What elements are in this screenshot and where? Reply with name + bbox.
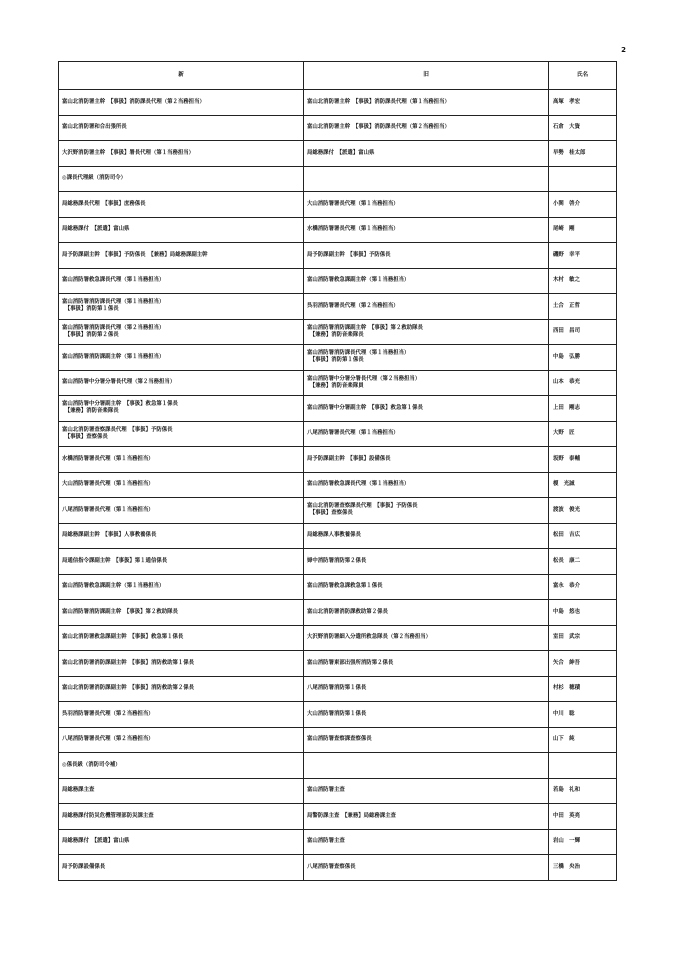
cell-old: 富山北消防署主幹 【事扱】消防課長代理（第１当務担当） [304, 90, 549, 116]
cell-name: 高塚 孝宏 [549, 90, 617, 116]
cell-new: 富山消防署中分署副主幹 【事扱】救急第１係長 【兼務】消防音楽隊長 [59, 396, 304, 422]
table-row [59, 625, 617, 651]
cell-name: 中田 英亮 [549, 804, 617, 830]
cell-name [549, 753, 617, 779]
cell-old: 富山消防署査察課査察係長 [304, 727, 549, 753]
cell-old: 富山消防署主査 [304, 778, 549, 804]
header-old: 旧 [304, 62, 549, 90]
cell-name: 榎 光誠 [549, 472, 617, 498]
cell-new: 富山消防署消防課長代理（第２当務担当） 【事扱】消防第２係長 [59, 319, 304, 345]
cell-name: 西田 昌司 [549, 319, 617, 345]
table-row [59, 804, 617, 830]
table-row [59, 141, 617, 167]
cell-new: 富山消防署救急課副主幹（第１当務担当） [59, 574, 304, 600]
cell-old: 局予防課副主幹 【事扱】予防係長 [304, 243, 549, 269]
cell-name: 松長 康二 [549, 549, 617, 575]
table-row [59, 600, 617, 626]
cell-name: 富永 恭介 [549, 574, 617, 600]
table-row [59, 243, 617, 269]
cell-old: 呉羽消防署署長代理（第２当務担当） [304, 294, 549, 320]
table-row [59, 574, 617, 600]
cell-new: 八尾消防署署長代理（第２当務担当） [59, 727, 304, 753]
cell-name: 坂野 泰輔 [549, 447, 617, 473]
personnel-table [58, 61, 617, 881]
cell-name: 早勢 桂太郎 [549, 141, 617, 167]
cell-old: 富山消防署消防課長代理（第１当務担当） 【事扱】消防第１係長 [304, 345, 549, 371]
table-row [59, 549, 617, 575]
cell-old: 局警防課主査 【兼務】局総務課主査 [304, 804, 549, 830]
cell-name: 山本 恭充 [549, 370, 617, 396]
cell-old: 富山消防署東部出張所消防第２係長 [304, 651, 549, 677]
cell-new: 局総務課付 【派遣】富山県 [59, 829, 304, 855]
cell-new: 局総務課付防災危機管理部防災課主査 [59, 804, 304, 830]
table-row [59, 421, 617, 447]
table-row [59, 370, 617, 396]
cell-new: 富山北消防署消防課副主幹 【事扱】消防救助第２係長 [59, 676, 304, 702]
table-row [59, 472, 617, 498]
cell-name: 村杉 穂積 [549, 676, 617, 702]
cell-name: 若島 礼和 [549, 778, 617, 804]
cell-old: 大山消防署消防第１係長 [304, 702, 549, 728]
cell-name: 松田 吉広 [549, 523, 617, 549]
cell-new: ◎課長代理級（消防司令） [59, 166, 304, 192]
cell-name: 山下 純 [549, 727, 617, 753]
cell-name [549, 166, 617, 192]
cell-new: 富山消防署中分署分署長代理（第２当務担当） [59, 370, 304, 396]
cell-name: 岩山 一輝 [549, 829, 617, 855]
table-row [59, 115, 617, 141]
cell-new: 富山消防署消防課長代理（第１当務担当） 【事扱】消防第１係長 [59, 294, 304, 320]
cell-new: 八尾消防署署長代理（第１当務担当） [59, 498, 304, 524]
cell-old: 富山消防署救急課副主幹（第１当務担当） [304, 268, 549, 294]
cell-name: 磯野 幸平 [549, 243, 617, 269]
cell-name: 矢合 紳吾 [549, 651, 617, 677]
cell-new: 局総務課主査 [59, 778, 304, 804]
cell-old: 八尾消防署査察係長 [304, 855, 549, 881]
header-row [59, 62, 617, 90]
cell-new: 富山北消防署救急課副主幹 【事扱】救急第１係長 [59, 625, 304, 651]
cell-new: 大山消防署署長代理（第１当務担当） [59, 472, 304, 498]
table-row [59, 192, 617, 218]
cell-old: 大沢野消防署細入分遣所救急隊長（第２当務担当） [304, 625, 549, 651]
cell-new: 富山北消防署消防課副主幹 【事扱】消防救助第１係長 [59, 651, 304, 677]
cell-new: 局通信指令課副主幹 【事扱】第１通信係長 [59, 549, 304, 575]
cell-new: 富山消防署消防課副主幹（第１当務担当） [59, 345, 304, 371]
table-row [59, 294, 617, 320]
cell-new: 富山北消防署主幹 【事扱】消防課長代理（第２当務担当） [59, 90, 304, 116]
table-row [59, 727, 617, 753]
table-row [59, 319, 617, 345]
table-row [59, 498, 617, 524]
cell-new: 局予防課副主幹 【事扱】予防係長 【兼務】局総務課副主幹 [59, 243, 304, 269]
table-row [59, 396, 617, 422]
table-row [59, 217, 617, 243]
cell-old: 八尾消防署署長代理（第１当務担当） [304, 421, 549, 447]
cell-name: 上田 剛志 [549, 396, 617, 422]
cell-new: 呉羽消防署署長代理（第２当務担当） [59, 702, 304, 728]
table-row [59, 702, 617, 728]
cell-old: 大山消防署署長代理（第１当務担当） [304, 192, 549, 218]
table-row [59, 829, 617, 855]
table-row [59, 778, 617, 804]
cell-new: 局予防課設備係長 [59, 855, 304, 881]
cell-old [304, 166, 549, 192]
cell-old: 富山消防署消防課副主幹 【事扱】第２救助隊長 【兼務】消防音楽隊長 [304, 319, 549, 345]
cell-new: ◎係長級（消防司令補） [59, 753, 304, 779]
cell-name: 三橋 央治 [549, 855, 617, 881]
cell-name: 小関 啓介 [549, 192, 617, 218]
table-row [59, 676, 617, 702]
cell-name: 渡波 俊光 [549, 498, 617, 524]
cell-name: 大野 匠 [549, 421, 617, 447]
cell-old [304, 753, 549, 779]
cell-new: 大沢野消防署主幹 【事扱】署長代理（第１当務担当） [59, 141, 304, 167]
cell-old: 婦中消防署消防第２係長 [304, 549, 549, 575]
cell-old: 富山消防署主査 [304, 829, 549, 855]
cell-old: 富山消防署中分署分署長代理（第２当務担当） 【兼務】消防音楽隊員 [304, 370, 549, 396]
cell-old: 八尾消防署消防第１係長 [304, 676, 549, 702]
cell-new: 富山北消防署和合出張所長 [59, 115, 304, 141]
cell-old: 局総務課付 【派遣】富山県 [304, 141, 549, 167]
cell-name: 中島 弘勝 [549, 345, 617, 371]
cell-new: 富山消防署消防課副主幹 【事扱】第２救助隊長 [59, 600, 304, 626]
cell-old: 水橋消防署署長代理（第１当務担当） [304, 217, 549, 243]
cell-new: 水橋消防署署長代理（第１当務担当） [59, 447, 304, 473]
cell-name: 中川 聡 [549, 702, 617, 728]
table-row [59, 855, 617, 881]
page-number: 2 [621, 46, 626, 54]
cell-name: 石倉 大資 [549, 115, 617, 141]
cell-name: 室田 武宗 [549, 625, 617, 651]
cell-new: 局総務課副主幹 【事扱】人事教養係長 [59, 523, 304, 549]
cell-old: 富山北消防署査察課長代理 【事扱】予防係長 【事扱】査察係長 [304, 498, 549, 524]
cell-old: 局総務課人事教養係長 [304, 523, 549, 549]
cell-old: 局予防課副主幹 【事扱】設備係長 [304, 447, 549, 473]
table-row [59, 166, 617, 192]
cell-name: 木村 敏之 [549, 268, 617, 294]
cell-name: 中島 悠也 [549, 600, 617, 626]
table-row [59, 753, 617, 779]
cell-name: 土合 正哲 [549, 294, 617, 320]
table-row [59, 90, 617, 116]
header-new: 新 [59, 62, 304, 90]
cell-new: 局総務課長代理 【事扱】庶務係長 [59, 192, 304, 218]
cell-new: 富山消防署救急課長代理（第１当務担当） [59, 268, 304, 294]
cell-old: 富山消防署中分署副主幹 【事扱】救急第１係長 [304, 396, 549, 422]
table-row [59, 447, 617, 473]
table-row [59, 345, 617, 371]
cell-old: 富山北消防署主幹 【事扱】消防課長代理（第２当務担当） [304, 115, 549, 141]
table-row [59, 268, 617, 294]
cell-old: 富山消防署救急課救急第１係長 [304, 574, 549, 600]
cell-old: 富山北消防署消防課救助第２係長 [304, 600, 549, 626]
cell-new: 局総務課付 【派遣】富山県 [59, 217, 304, 243]
header-name: 氏名 [549, 62, 617, 90]
cell-old: 富山消防署救急課長代理（第１当務担当） [304, 472, 549, 498]
table-row [59, 523, 617, 549]
table-body [59, 90, 617, 881]
cell-new: 富山北消防署査察課長代理 【事扱】予防係長 【事扱】査察係長 [59, 421, 304, 447]
table-row [59, 651, 617, 677]
cell-name: 尾崎 剛 [549, 217, 617, 243]
